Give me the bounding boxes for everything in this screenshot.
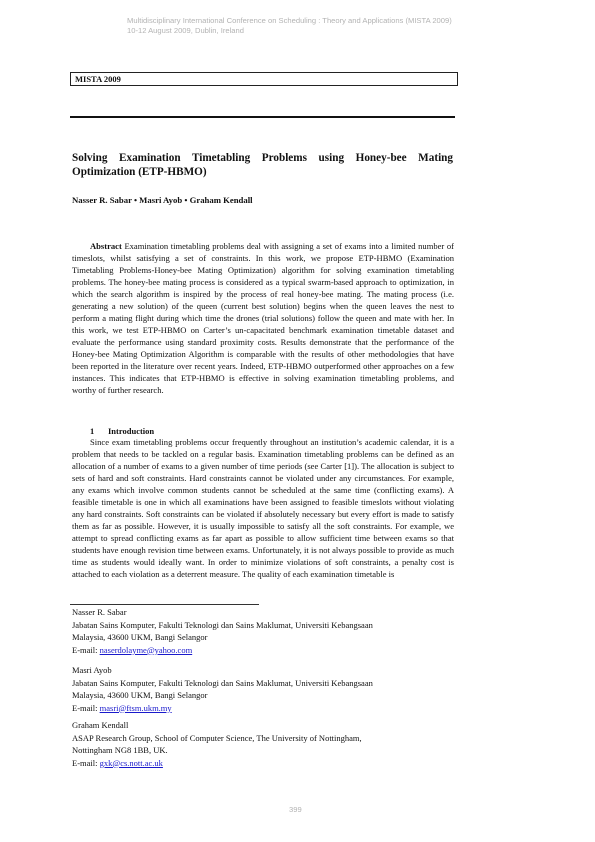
introduction-text: Since exam timetabling problems occur frequently throughout an institution’s academic calendar, it is a problem that needs to be tackled on a regular basis. Examination timetabling problems can be defined as an allocation of a number of exams to a given number of time periods (see Carter [1]). The allocation is subject to sets of hard and soft constraints. Hard constraints cannot be violated under any circumstances. For example, any exams which involve common students cannot be scheduled at the same time (conflicting exams). A feasible timetable is one in which all examinations have been assigned to feasible timeslots without violating any hard constraints. Soft constraints can be violated if absolutely necessary but every effort is made to satisfy them as far as possible. However, it is usually impossible to satisfy all the soft constraints. For example, we attempt to spread conflicting exams as far apart as possible to allow sufficient time between exams so that students have enough revision time between exams. Unfortunately, it is not always possible to provide as much time as students would ideally want. In order to minimize violations of soft constraints, a penalty cost is attached to each violation as a deterrent measure. The quality of each examination timetable is [72, 437, 454, 579]
running-header [127, 16, 452, 36]
footnote-affiliation-line: ASAP Research Group, School of Computer Science, The University of Nottingham, [72, 732, 362, 743]
footnote-author-3 [72, 719, 472, 769]
footnote-affiliation-line: Jabatan Sains Komputer, Fakulti Teknologi dan Sains Maklumat, Universiti Kebangsaan [72, 677, 373, 688]
footnote-author-1 [72, 606, 472, 656]
footnote-affiliation-line: Malaysia, 43600 UKM, Bangi Selangor [72, 690, 208, 700]
footnote-email-row [72, 757, 472, 770]
abstract-text: Examination timetabling problems deal with assigning a set of exams into a limited number of timeslots, whilst satisfying a set of constraints. In this work, we propose ETP-HBMO (Examination Timetabling Problems-Honey-bee Mating Optimization) algorithm for solving examination timetabling problems. The honey-bee mating process is considered as a typical swarm-based approach to optimization, in which the search algorithm is inspired by the process of real honey-bee mating. The mating process (i.e. generating a new solution) of the queen (current best solution) begins when the queen leaves the nest to perform a mating flight during which time the drones (trial solutions) follow the queen and mate with her. In this work, we test ETP-HBMO on Carter’s un-capacitated benchmark examination timetable dataset and evaluate the performance using standard proximity costs. Results demonstrate that the performance of the Honey-bee Mating Optimization Algorithm is comparable with the results of other methodologies that have been reported in the literature over recent years. Indeed, ETP-HBMO outperformed other approaches on a few instances. This indicates that ETP-HBMO is effective in solving examination timetabling problems, and worthy of further research. [72, 241, 454, 395]
footnote-name: Nasser R. Sabar [72, 607, 127, 617]
footnote-name: Masri Ayob [72, 665, 112, 675]
email-link[interactable]: gxk@cs.nott.ac.uk [99, 757, 163, 768]
email-label: E-mail: [72, 757, 100, 768]
running-header-line1: Multidisciplinary International Conference on Scheduling : Theory and Applications (MISTA 2009) [127, 16, 452, 25]
footnote-affiliation-line: Malaysia, 43600 UKM, Bangi Selangor [72, 632, 208, 642]
paper-title: Solving Examination Timetabling Problems using Honey-bee Mating Optimization (ETP-HBMO) [72, 152, 453, 178]
footnote-affiliation-line: Jabatan Sains Komputer, Fakulti Teknologi dan Sains Maklumat, Universiti Kebangsaan [72, 619, 373, 630]
conference-label: MISTA 2009 [75, 74, 121, 84]
email-link[interactable]: naserdolayme@yahoo.com [99, 644, 193, 655]
introduction-paragraph [72, 436, 454, 580]
footnote-author-2 [72, 664, 472, 714]
email-label: E-mail: [72, 702, 100, 713]
abstract-label: Abstract [90, 241, 122, 251]
footnote-name: Graham Kendall [72, 720, 129, 730]
author-list: Nasser R. Sabar • Masri Ayob • Graham Kendall [72, 195, 253, 205]
title-rule [70, 116, 455, 118]
abstract-paragraph [72, 240, 454, 396]
footnote-rule [70, 604, 259, 605]
email-label: E-mail: [72, 644, 100, 655]
footnote-affiliation-line: Nottingham NG8 1BB, UK. [72, 745, 168, 755]
page-number: 399 [289, 805, 302, 814]
running-header-line2: 10-12 August 2009, Dublin, Ireland [127, 26, 244, 35]
email-link[interactable]: masri@ftsm.ukm.my [99, 702, 172, 713]
footnote-email-row [72, 644, 472, 657]
footnote-email-row [72, 702, 472, 715]
section-title: Introduction [108, 426, 155, 436]
conference-label-box [70, 72, 458, 86]
section-number: 1 [90, 426, 95, 436]
